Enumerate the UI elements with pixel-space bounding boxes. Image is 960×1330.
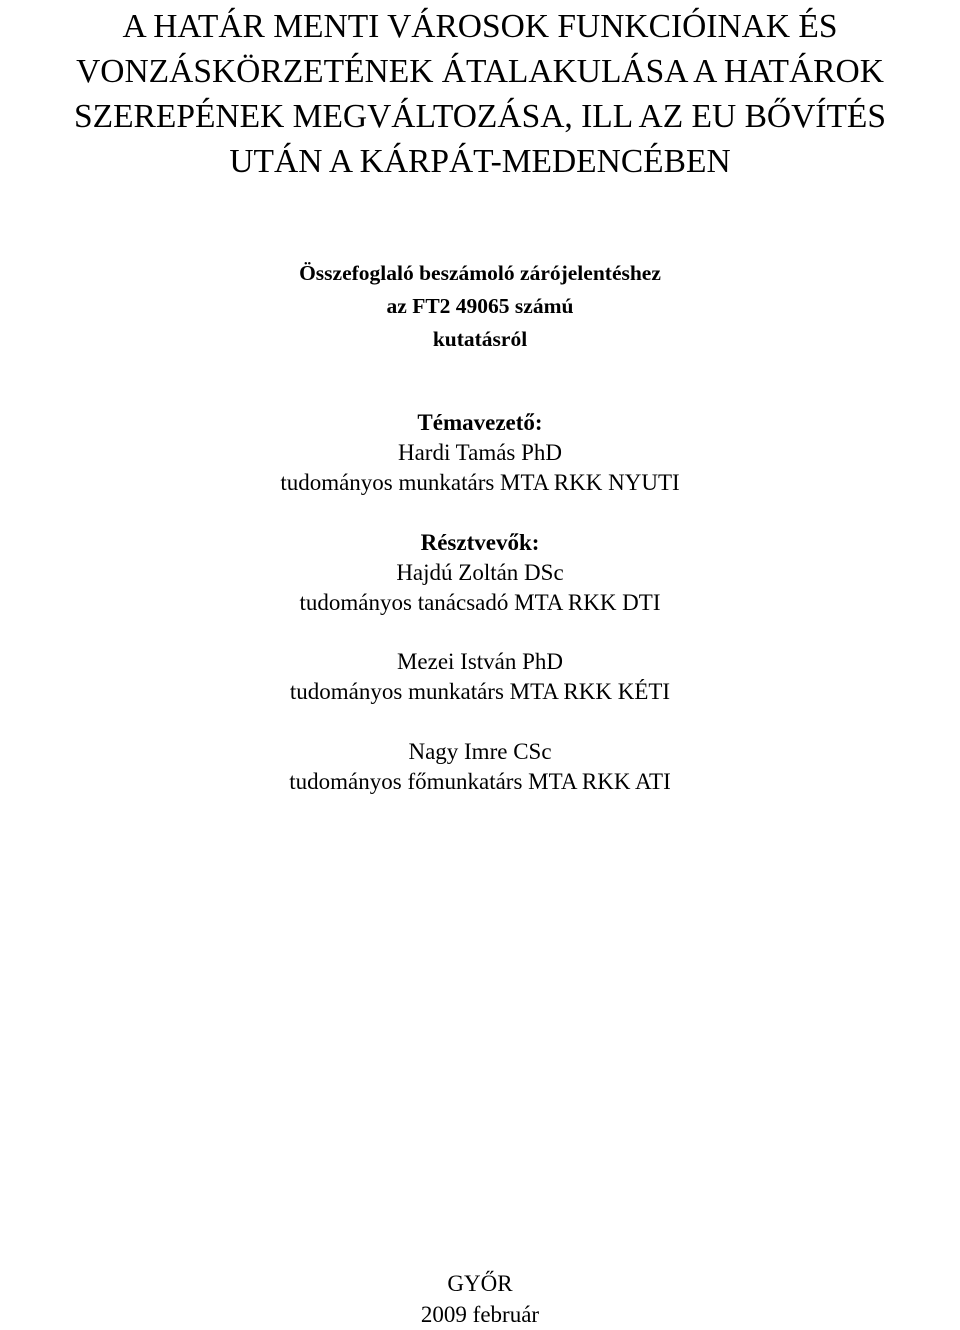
title-line: A HATÁR MENTI VÁROSOK FUNKCIÓINAK ÉS <box>122 8 838 45</box>
report-summary <box>0 257 960 356</box>
document-title <box>0 4 960 184</box>
leader-name: Hardi Tamás PhD <box>397 440 563 465</box>
participant-name: Mezei István PhD <box>396 649 564 674</box>
participant-name: Nagy Imre CSc <box>408 739 552 764</box>
footer-city: GYŐR <box>447 1271 513 1296</box>
summary-line: az FT2 49065 számú <box>386 294 574 318</box>
participant-1 <box>0 528 960 618</box>
participant-position: tudományos főmunkatárs MTA RKK ATI <box>289 769 671 794</box>
leader-label: Témavezető: <box>417 410 543 435</box>
participant-name: Hajdú Zoltán DSc <box>396 560 564 585</box>
footer-date: 2009 február <box>420 1302 540 1327</box>
participant-position: tudományos tanácsadó MTA RKK DTI <box>299 590 661 615</box>
participants-label: Résztvevők: <box>420 530 540 555</box>
project-leader <box>0 408 960 498</box>
participant-2 <box>0 647 960 707</box>
title-line: SZEREPÉNEK MEGVÁLTOZÁSA, ILL AZ EU BŐVÍTÉS <box>73 98 887 135</box>
leader-position: tudományos munkatárs MTA RKK NYUTI <box>280 470 680 495</box>
title-line: VONZÁSKÖRZETÉNEK ÁTALAKULÁSA A HATÁROK <box>76 53 884 90</box>
participant-3 <box>0 737 960 797</box>
participant-position: tudományos munkatárs MTA RKK KÉTI <box>289 679 671 704</box>
place-and-date <box>0 1268 960 1330</box>
summary-line: kutatásról <box>432 327 528 351</box>
summary-line: Összefoglaló beszámoló zárójelentéshez <box>299 261 661 285</box>
title-line: UTÁN A KÁRPÁT-MEDENCÉBEN <box>229 143 731 180</box>
